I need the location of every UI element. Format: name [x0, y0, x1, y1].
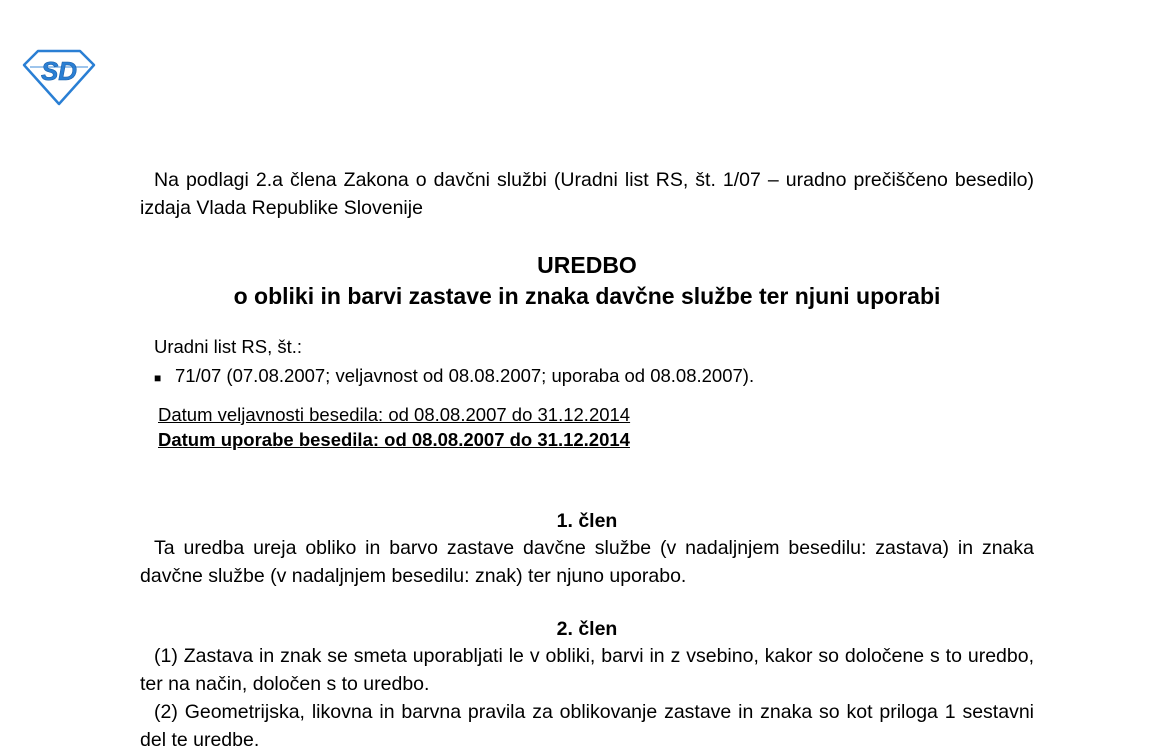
gazette-label: Uradni list RS, št.:	[154, 336, 303, 357]
article-2-paragraph-2: (2) Geometrijska, likovna in barvna pravila za oblikovanje zastave in znaka so kot priloga 1 sestavni del te uredbe.	[140, 701, 1034, 751]
article-1-title: 1. člen	[556, 510, 618, 532]
intro-paragraph: Na podlagi 2.a člena Zakona o davčni službi (Uradni list RS, št. 1/07 – uradno prečiščeno besedilo) izdaja Vlada Republike Slovenije	[140, 169, 1034, 219]
article-1-paragraph: Ta uredba ureja obliko in barvo zastave davčne službe (v nadaljnjem besedilu: zastava) in znaka davčne službe (v nadaljnjem besedilu: znak) ter njuno uporabo.	[140, 537, 1034, 587]
article-2-paragraph-1: (1) Zastava in znak se smeta uporabljati le v obliki, barvi in z vsebino, kakor so določene s to uredbo, ter na način, določen s to uredbo.	[140, 645, 1034, 695]
validity-info	[140, 402, 1034, 452]
gazette-entry	[154, 361, 1034, 393]
document-body	[140, 166, 1034, 754]
article-2-title: 2. člen	[556, 618, 618, 640]
use-date-text: Datum uporabe besedila: od 08.08.2007 do 31.12.2014	[158, 429, 630, 450]
logo-letters: SD	[40, 56, 78, 86]
bullet-icon: ■	[154, 371, 162, 385]
document-title: UREDBO	[537, 252, 637, 278]
sd-logo-icon	[22, 48, 96, 106]
gazette-info	[140, 332, 1034, 393]
validity-date-text: Datum veljavnosti besedila: od 08.08.2007 do 31.12.2014	[158, 404, 631, 425]
document-subtitle: o obliki in barvi zastave in znaka davčne službe ter njuni uporabi	[233, 283, 941, 309]
document-heading	[140, 250, 1034, 312]
gazette-entry-text: 71/07 (07.08.2007; veljavnost od 08.08.2007; uporaba od 08.08.2007).	[175, 365, 755, 386]
